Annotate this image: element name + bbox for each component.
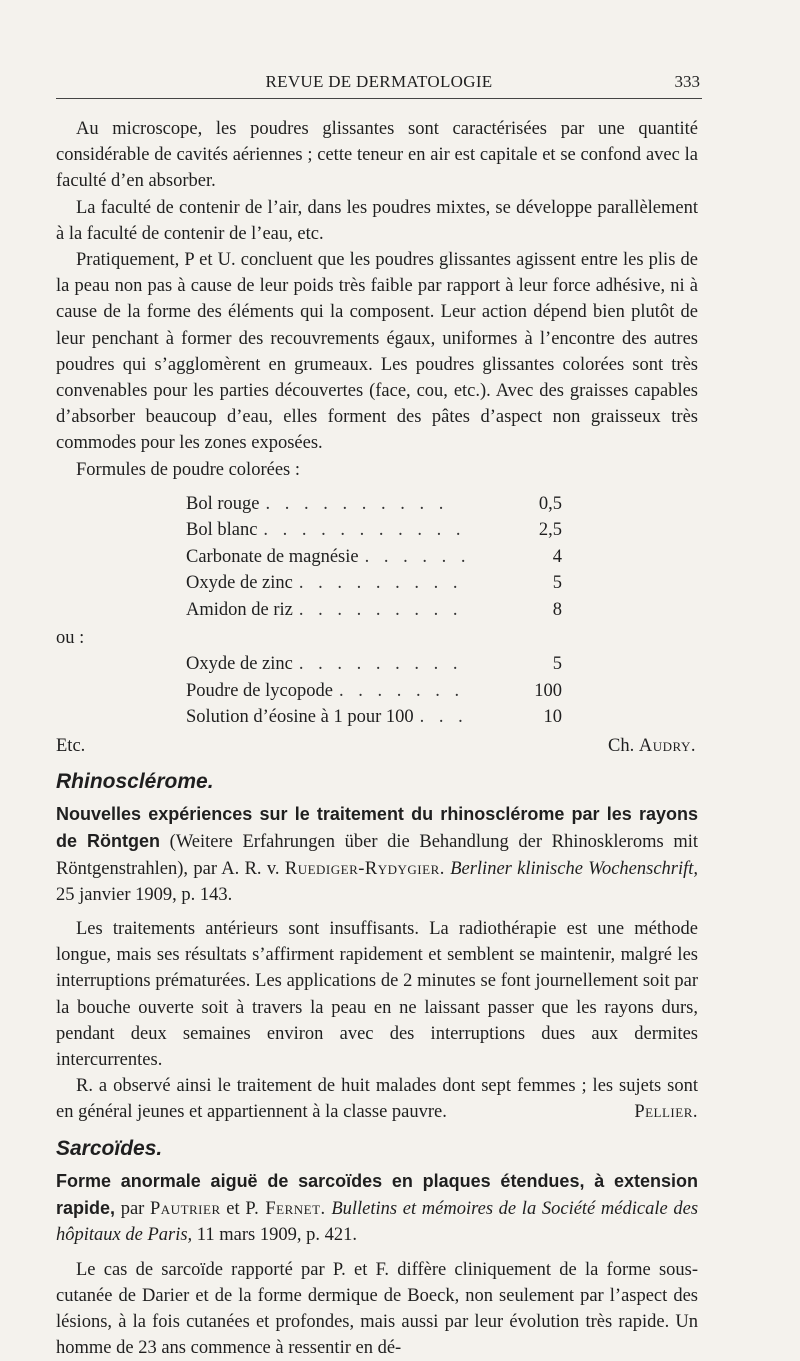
article-reference: (Weitere Erfahrungen über die Behandlung der Rhinoskleroms mit Röntgenstrahlen), par A. R. v. <box>56 832 698 878</box>
article-title: Forme anormale aiguë de sarcoïdes en plaques étendues, à extension rapide, <box>56 1171 698 1218</box>
formula-table-2 <box>186 651 562 731</box>
paragraph: Formules de poudre colorées : <box>56 457 698 483</box>
formula-row <box>186 517 562 544</box>
ingredient-name: Amidon de riz <box>186 597 293 624</box>
article-author: P. Fernet. <box>245 1199 325 1219</box>
article-and: et <box>226 1199 239 1219</box>
article-journal: Berliner klinische Wochenschrift, <box>450 859 698 879</box>
ingredient-name: Bol rouge <box>186 491 259 518</box>
ingredient-name: Poudre de lycopode <box>186 678 333 705</box>
formula-row <box>186 597 562 624</box>
ingredient-qty: 4 <box>553 544 562 571</box>
journal-title: REVUE DE DERMATOLOGIE <box>56 72 702 92</box>
article-author: Ruediger-Rydygier. <box>285 859 445 879</box>
leader-dots: . . . . . . . . . <box>299 651 547 678</box>
ingredient-name: Oxyde de zinc <box>186 570 293 597</box>
ingredient-qty: 10 <box>544 704 563 731</box>
signature-line <box>56 733 698 759</box>
leader-dots: . . . . . . . . . . . <box>263 517 532 544</box>
formula-table-1 <box>186 491 562 624</box>
leader-dots: . . . . . . . . . . <box>265 491 532 518</box>
paragraph-text: R. a observé ainsi le traitement de huit malades dont sept femmes ; les sujets sont en général jeunes et appartiennent à la classe pauvre. <box>56 1076 698 1122</box>
ingredient-qty: 0,5 <box>539 491 562 518</box>
paragraph <box>56 1073 698 1125</box>
leader-dots: . . . . . . <box>365 544 547 571</box>
article-heading <box>56 801 698 908</box>
leader-dots: . . . . . . . <box>339 678 528 705</box>
signature-name: Audry. <box>639 736 696 756</box>
article-by: par <box>121 1199 145 1219</box>
paragraph: La faculté de contenir de l’air, dans les poudres mixtes, se développe parallèlement à la faculté de contenir de l’eau, etc. <box>56 195 698 247</box>
leader-dots: . . . <box>420 704 538 731</box>
ingredient-qty: 8 <box>553 597 562 624</box>
article-journal: Bulletins et mémoires de la Société médicale des hôpitaux de Paris, <box>56 1199 698 1245</box>
formula-row <box>186 491 562 518</box>
section-title: Rhinosclérome. <box>56 769 698 795</box>
section-title: Sarcoïdes. <box>56 1136 698 1162</box>
etc-label: Etc. <box>56 733 85 759</box>
author-signature: Pellier. <box>614 1099 698 1125</box>
paragraph: Au microscope, les poudres glissantes sont caractérisées par une quantité considérable de cavités aériennes ; cette teneur en air est capitale et se confond avec la faculté d’en absorber. <box>56 116 698 195</box>
ingredient-name: Solution d’éosine à 1 pour 100 <box>186 704 414 731</box>
formula-row <box>186 651 562 678</box>
leader-dots: . . . . . . . . . <box>299 570 547 597</box>
formula-row <box>186 570 562 597</box>
ingredient-qty: 5 <box>553 570 562 597</box>
ingredient-name: Bol blanc <box>186 517 257 544</box>
formula-row <box>186 678 562 705</box>
ingredient-name: Carbonate de magnésie <box>186 544 359 571</box>
leader-dots: . . . . . . . . . <box>299 597 547 624</box>
article-date: 25 janvier 1909, p. 143. <box>56 885 232 905</box>
formula-row <box>186 544 562 571</box>
alternative-label: ou : <box>56 625 698 651</box>
article-title: Nouvelles expériences sur le traitement du rhinosclérome par les rayons de Röntgen <box>56 804 698 851</box>
ingredient-qty: 100 <box>534 678 562 705</box>
ingredient-qty: 2,5 <box>539 517 562 544</box>
article-date: 11 mars 1909, p. 421. <box>197 1225 357 1245</box>
signature-prefix: Ch. <box>608 736 634 756</box>
paragraph: Le cas de sarcoïde rapporté par P. et F. diffère cliniquement de la forme sous-cutanée de Darier et de la forme dermique de Boeck, non seulement par l’aspect des lésions, à la fois cutanées et profondes, mais aussi par leur évolution très rapide. Un homme de 23 ans commence à ressentir en dé- <box>56 1257 698 1361</box>
paragraph: Pratiquement, P et U. concluent que les poudres glissantes agissent entre les plis de la peau non pas à cause de leur poids très faible par rapport à leur force adhésive, ni à cause de la forme des éléments qui la composent. Leur action dépend bien plutôt de leur penchant à former des recouvrements égaux, uniformes à l’encontre des autres poudres qui s’agglomèrent en grumeaux. Les poudres glissantes colorées sont très convenables pour les parties découvertes (face, cou, etc.). Avec des graisses capables d’absorber beaucoup d’eau, elles forment des pâtes d’aspect non graisseux très commodes pour les zones exposées. <box>56 247 698 457</box>
page-number: 333 <box>675 72 701 92</box>
running-header <box>56 70 702 99</box>
page-body <box>56 116 698 1361</box>
formula-row <box>186 704 562 731</box>
ingredient-name: Oxyde de zinc <box>186 651 293 678</box>
ingredient-qty: 5 <box>553 651 562 678</box>
author-signature <box>608 733 696 759</box>
article-author: Pautrier <box>150 1199 221 1219</box>
article-heading <box>56 1168 698 1249</box>
paragraph: Les traitements antérieurs sont insuffisants. La radiothérapie est une méthode longue, mais ses résultats s’affirment rapidement et semblent se maintenir, malgré les interruptions prématurées. Les applications de 2 minutes se font journellement soit par la bouche ouverte soit à travers la peau en ne laissant passer que les rayons durs, pendant deux semaines environ avec des interruptions dues aux dermites intercurrentes. <box>56 916 698 1073</box>
